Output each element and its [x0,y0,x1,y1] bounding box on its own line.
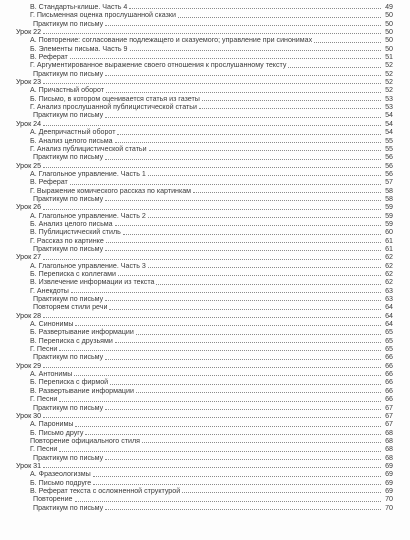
toc-lesson-heading [0,462,410,470]
dot-leader [106,242,381,243]
toc-lesson-heading [0,120,410,128]
toc-page-number: 61 [385,236,393,245]
toc-page-number: 62 [385,270,393,278]
toc-entry-title: Практикум по письму [33,295,104,304]
dot-leader [59,401,381,402]
toc-page-number: 53 [385,103,393,112]
dot-leader [129,8,381,9]
toc-entry [0,303,410,311]
dot-leader [202,100,381,101]
toc-entry-title: В. Реферат текста с осложненной структурой [30,486,181,495]
toc-entry [0,187,410,195]
toc-entry [0,429,410,437]
toc-entry [0,53,410,61]
dot-leader [43,167,381,168]
toc-entry-title: А. Глагольное управление. Часть 1 [30,169,146,178]
toc-entry [0,237,410,245]
toc-entry-title: Практикум по письму [33,353,104,362]
toc-entry [0,328,410,336]
toc-page-number: 58 [385,186,393,195]
toc-entry [0,11,410,19]
toc-entry [0,212,410,220]
dot-leader [105,300,381,301]
toc-entry-title: В. Переписка с друзьями [30,336,113,345]
toc-entry-title: Повторение [33,495,73,504]
dot-leader [115,142,381,143]
toc-page-number: 67 [385,420,393,429]
toc-page-number: 70 [385,495,393,504]
toc-entry-title: Г. Анекдоты [30,286,69,295]
toc-page-number: 50 [385,28,393,37]
toc-page-number: 49 [385,3,393,11]
toc-entry-title: А. Паронимы [30,420,74,429]
toc-page-number: 54 [385,119,393,128]
toc-page-number: 59 [385,219,393,228]
dot-leader [182,492,381,493]
table-of-contents [0,3,410,512]
toc-lesson-heading [0,203,410,211]
toc-page-number: 69 [385,461,393,470]
toc-page-number: 56 [385,161,393,170]
toc-entry [0,178,410,186]
toc-entry-title: А. Глагольное управление. Часть 2 [30,211,146,220]
toc-entry-title: В. Стандарты-клише. Часть 4 [30,3,128,11]
toc-entry-title: Г. Письменная оценка прослушанной сказки [30,11,176,20]
toc-page-number: 63 [385,295,393,304]
toc-entry [0,228,410,236]
toc-page-number: 69 [385,478,393,487]
toc-page-number: 66 [385,378,393,387]
toc-page-number: 67 [385,411,393,420]
toc-page-number: 51 [385,53,393,62]
dot-leader [142,442,381,443]
dot-leader [43,209,381,210]
dot-leader [136,334,381,335]
dot-leader [105,509,381,510]
dot-leader [148,267,381,268]
toc-page-number: 64 [385,320,393,329]
toc-entry-title: Практикум по письму [33,503,104,512]
dot-leader [118,275,381,276]
toc-page-number: 52 [385,78,393,87]
toc-entry [0,111,410,119]
toc-entry-title: В. Реферат [30,178,68,187]
dot-leader [43,317,381,318]
dot-leader [178,17,381,18]
dot-leader [136,392,381,393]
toc-entry-title: Г. Рассказ по картинке [30,236,104,245]
toc-entry [0,153,410,161]
toc-page-number: 56 [385,169,393,178]
toc-lesson-heading [0,362,410,370]
toc-page-number: 52 [385,69,393,78]
toc-entry-title: А. Антонимы [30,370,73,379]
dot-leader [43,417,381,418]
toc-page-number: 58 [385,194,393,203]
dot-leader [75,426,381,427]
toc-entry-title: А. Причастный оборот [30,86,105,95]
toc-entry-title: Г. Песни [30,445,58,454]
toc-entry [0,404,410,412]
dot-leader [85,434,381,435]
toc-entry-title: Практикум по письму [33,194,104,203]
dot-leader [156,284,381,285]
toc-entry-title: Б. Анализ целого письма [30,136,113,145]
dot-leader [59,451,381,452]
dot-leader [314,42,381,43]
toc-entry [0,61,410,69]
toc-page-number: 66 [385,361,393,370]
toc-entry-title: Урок 22 [16,28,42,37]
toc-entry [0,387,410,395]
toc-entry-title: Повторяем стили речи [33,303,108,312]
dot-leader [59,350,381,351]
toc-entry-title: Урок 28 [16,311,42,320]
toc-entry-title: В. Извлечение информации из текста [30,278,155,287]
toc-page-number: 54 [385,128,393,137]
toc-entry-title: Г. Песни [30,345,58,354]
dot-leader [105,250,381,251]
toc-entry-title: Повторение официального стиля [30,436,140,445]
dot-leader [193,192,381,193]
toc-page-number: 55 [385,136,393,145]
dot-leader [105,159,381,160]
toc-entry [0,195,410,203]
dot-leader [93,484,381,485]
toc-page-number: 66 [385,353,393,362]
toc-entry-title: А. Синонимы [30,320,74,329]
toc-entry [0,95,410,103]
toc-entry-title: Урок 30 [16,411,42,420]
toc-page-number: 54 [385,111,393,120]
dot-leader [106,92,381,93]
toc-page-number: 69 [385,486,393,495]
toc-entry [0,353,410,361]
toc-page-number: 64 [385,311,393,320]
toc-entry-title: Б. Переписка с фирмой [30,378,109,387]
toc-entry [0,295,410,303]
dot-leader [43,33,381,34]
toc-entry [0,137,410,145]
toc-page-number: 52 [385,86,393,95]
dot-leader [149,150,381,151]
dot-leader [110,384,381,385]
toc-page-number: 67 [385,403,393,412]
toc-entry [0,70,410,78]
toc-lesson-heading [0,312,410,320]
toc-page-number: 57 [385,178,393,187]
toc-page-number: 65 [385,336,393,345]
toc-entry-title: Урок 27 [16,253,42,262]
dot-leader [70,184,381,185]
dot-leader [43,367,381,368]
toc-page-number: 68 [385,428,393,437]
toc-page-number: 66 [385,370,393,379]
toc-entry-title: В. Публицистический стиль [30,228,121,237]
toc-entry-title: Г. Анализ прослушанной публицистической статьи [30,103,197,112]
dot-leader [199,108,381,109]
toc-entry [0,437,410,445]
toc-lesson-heading [0,412,410,420]
toc-page-number: 68 [385,453,393,462]
toc-entry-title: Урок 23 [16,78,42,87]
toc-entry-title: В. Развертывание информации [30,386,134,395]
toc-lesson-heading [0,78,410,86]
dot-leader [130,50,382,51]
toc-page-number: 53 [385,94,393,103]
toc-entry-title: Б. Письмо другу [30,428,84,437]
toc-page-number: 52 [385,61,393,70]
toc-entry-title: Урок 31 [16,461,42,470]
toc-lesson-heading [0,28,410,36]
toc-page-number: 59 [385,203,393,212]
dot-leader [105,459,381,460]
dot-leader [75,501,382,502]
toc-entry [0,220,410,228]
toc-entry [0,86,410,94]
toc-page-number: 64 [385,303,393,312]
dot-leader [43,125,381,126]
toc-entry-title: Урок 26 [16,203,42,212]
toc-page-number: 63 [385,286,393,295]
dot-leader [115,342,381,343]
toc-entry-title: А. Глагольное управление. Часть 3 [30,261,146,270]
toc-entry [0,3,410,11]
toc-entry-title: В. Реферат [30,53,68,62]
dot-leader [105,75,381,76]
toc-entry-title: Практикум по письму [33,453,104,462]
toc-entry-title: Практикум по письму [33,69,104,78]
toc-entry [0,320,410,328]
toc-entry-title: А. Фразеологизмы [30,470,91,479]
toc-page-number: 65 [385,345,393,354]
dot-leader [105,359,381,360]
dot-leader [75,325,381,326]
toc-page-number: 62 [385,261,393,270]
toc-lesson-heading [0,253,410,261]
toc-page-number: 62 [385,278,393,287]
toc-page-number: 50 [385,11,393,20]
toc-entry-title: Б. Анализ целого письма [30,219,113,228]
toc-entry [0,420,410,428]
dot-leader [70,58,381,59]
toc-entry [0,145,410,153]
toc-entry-title: Урок 25 [16,161,42,170]
toc-entry [0,345,410,353]
toc-entry-title: Практикум по письму [33,244,104,253]
toc-entry [0,36,410,44]
toc-entry [0,170,410,178]
toc-entry-title: Г. Аргументированное выражение своего отношения к прослушанному тексту [30,61,287,70]
toc-page-number: 60 [385,228,393,237]
dot-leader [105,409,381,410]
toc-page-number: 50 [385,19,393,28]
toc-entry-title: Б. Элементы письма. Часть 9 [30,44,128,53]
toc-entry-title: Г. Анализ публицистической статьи [30,144,147,153]
toc-entry [0,278,410,286]
toc-entry [0,479,410,487]
toc-entry [0,454,410,462]
dot-leader [105,200,381,201]
toc-page-number: 66 [385,395,393,404]
toc-page-number: 50 [385,36,393,45]
toc-entry [0,370,410,378]
toc-page-number: 59 [385,211,393,220]
toc-entry-title: Б. Письмо, в котором оценивается статья из газеты [30,94,200,103]
toc-page-number: 55 [385,144,393,153]
dot-leader [109,309,381,310]
toc-entry-title: Урок 24 [16,119,42,128]
toc-entry-title: Б. Развертывание информации [30,328,134,337]
toc-entry-title: Практикум по письму [33,403,104,412]
toc-entry [0,337,410,345]
dot-leader [74,375,381,376]
toc-page-number: 68 [385,445,393,454]
toc-page-number: 68 [385,436,393,445]
dot-leader [43,259,381,260]
toc-entry-title: Б. Переписка с коллегами [30,270,116,278]
toc-entry [0,470,410,478]
toc-entry [0,287,410,295]
toc-entry [0,20,410,28]
toc-entry-title: Практикум по письму [33,111,104,120]
toc-entry-title: Г. Песни [30,395,58,404]
toc-entry-title: А. Повторение: согласование подлежащего и сказуемого; управление при синонимах [30,36,313,45]
dot-leader [148,217,381,218]
toc-entry [0,445,410,453]
toc-entry [0,378,410,386]
toc-entry [0,245,410,253]
toc-entry-title: Г. Выражение комического рассказ по картинкам [30,186,192,195]
toc-entry [0,487,410,495]
toc-entry-title: Б. Письмо подруге [30,478,92,487]
toc-entry [0,103,410,111]
toc-page-number: 62 [385,253,393,262]
toc-entry [0,495,410,503]
toc-entry [0,45,410,53]
toc-page-number: 69 [385,470,393,479]
toc-page-number: 66 [385,386,393,395]
toc-page-number: 50 [385,44,393,53]
dot-leader [288,67,381,68]
dot-leader [71,292,381,293]
toc-entry [0,262,410,270]
toc-page-number: 56 [385,153,393,162]
dot-leader [148,175,381,176]
dot-leader [105,25,381,26]
toc-entry-title: А. Деепричастный оборот [30,128,116,137]
dot-leader [123,234,381,235]
toc-page-number: 61 [385,244,393,253]
dot-leader [43,83,381,84]
dot-leader [43,467,381,468]
toc-entry [0,270,410,278]
dot-leader [93,476,381,477]
dot-leader [117,134,381,135]
toc-entry [0,128,410,136]
toc-entry-title: Практикум по письму [33,153,104,162]
toc-entry-title: Практикум по письму [33,19,104,28]
toc-lesson-heading [0,162,410,170]
toc-page-number: 70 [385,503,393,512]
toc-entry [0,395,410,403]
toc-page-number: 65 [385,328,393,337]
dot-leader [115,225,381,226]
toc-entry-title: Урок 29 [16,361,42,370]
toc-entry [0,504,410,512]
dot-leader [105,117,381,118]
